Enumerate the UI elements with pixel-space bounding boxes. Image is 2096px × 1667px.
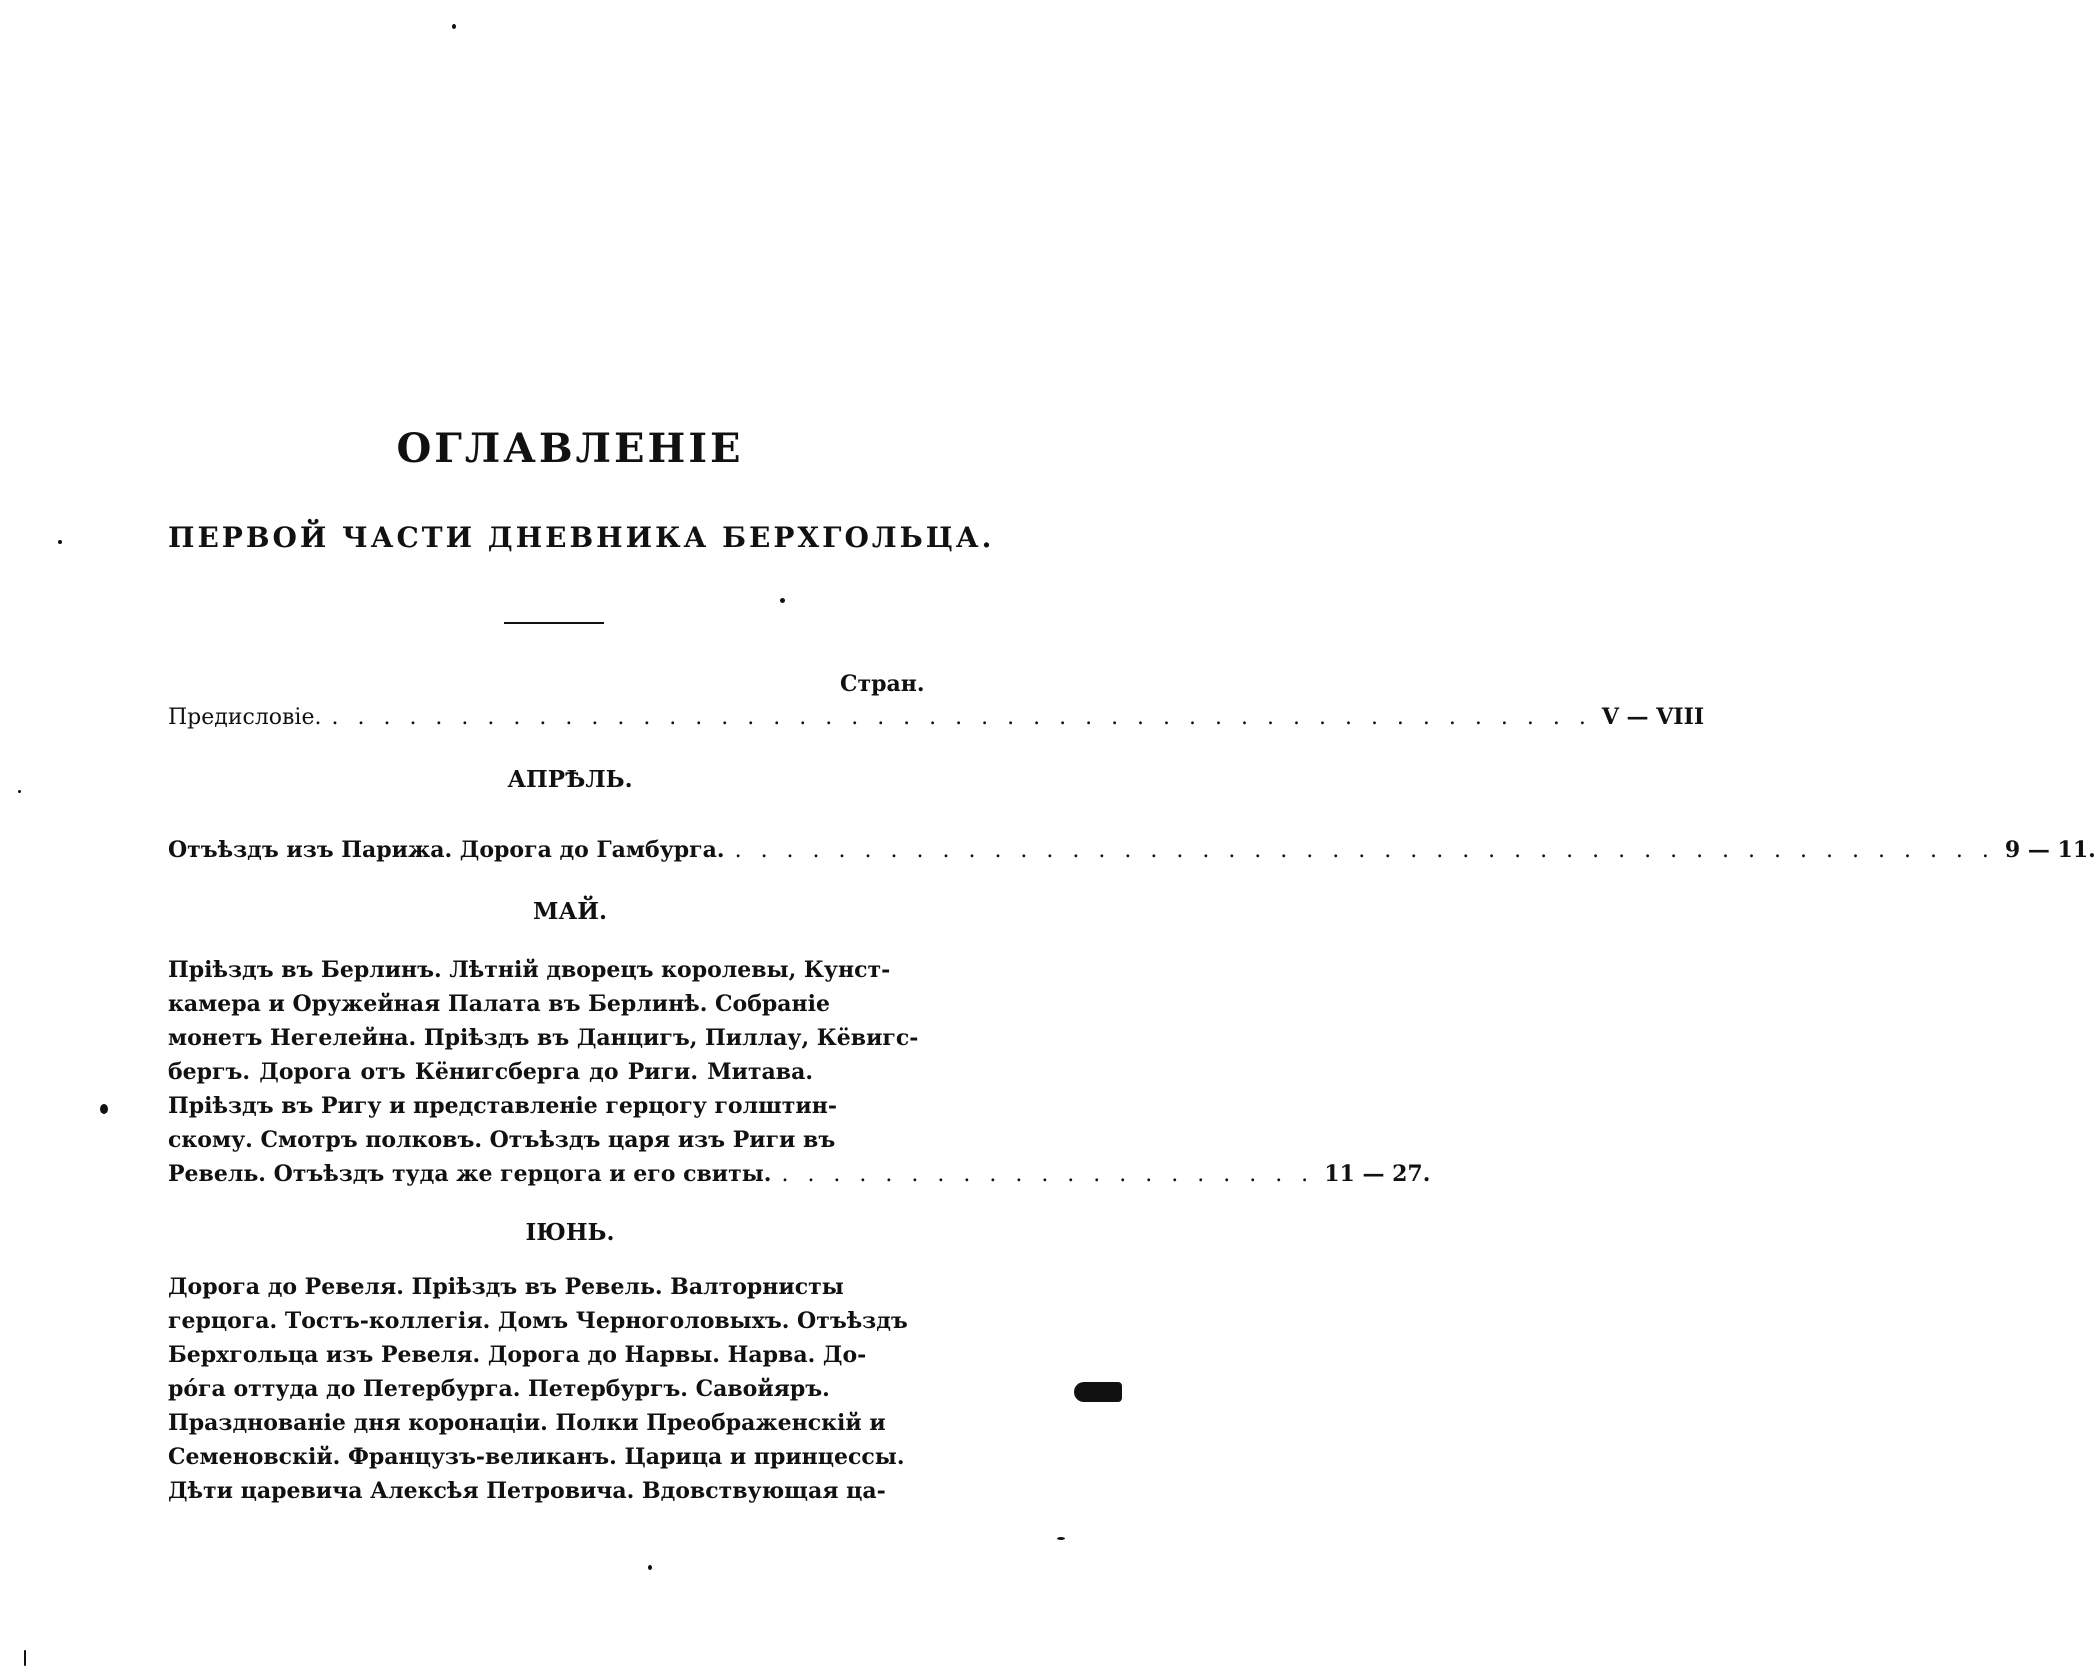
month-heading-may: МАЙ. — [533, 898, 607, 925]
text-line: камера и Оружейная Палата въ Берлинѣ. Собранiе — [168, 991, 830, 1017]
toc-entry-june — [168, 1270, 908, 1508]
page-title: ОГЛАВЛЕНIЕ — [396, 425, 744, 472]
scan-speck — [648, 1565, 652, 1570]
text-line: Прiѣздъ въ Ригу и представленiе герцогу голштин- — [168, 1093, 837, 1119]
month-heading-april: АПРѢЛЬ. — [507, 766, 633, 793]
dot-leader — [781, 1158, 1314, 1192]
scan-blot — [1074, 1382, 1122, 1402]
toc-entry-preface — [168, 700, 1705, 735]
toc-entry-title: Предисловiе. — [168, 705, 322, 730]
text-line: Берхгольца изъ Ревеля. Дорога до Нарвы. Нарва. До- — [168, 1342, 867, 1368]
pages-column-header: Стран. — [840, 671, 925, 697]
title-rule — [504, 622, 604, 624]
dot-leader — [735, 834, 1995, 868]
scan-speck — [780, 598, 785, 603]
scan-speck — [100, 1104, 108, 1114]
toc-entry-last-line — [168, 1157, 1431, 1192]
toc-entry-april — [168, 833, 2096, 868]
toc-entry-pages: 9 — 11. — [2004, 837, 2096, 863]
text-line: герцога. Тостъ-коллегiя. Домъ Черноголовыхъ. Отъѣздъ — [168, 1308, 908, 1334]
text-line: скому. Смотръ полковъ. Отъѣздъ царя изъ Риги въ — [168, 1127, 836, 1153]
scan-speck — [58, 540, 62, 544]
month-heading-june: IЮНЬ. — [525, 1219, 615, 1246]
toc-entry-pages: V — VIII — [1601, 704, 1705, 730]
text-line: рóга оттуда до Петербурга. Петербургъ. Савойяръ. — [168, 1376, 830, 1402]
scan-speck — [18, 790, 21, 793]
toc-entry-may — [168, 953, 1431, 1192]
text-line: бергъ. Дорога отъ Кёнигсберга до Риги. Митава. — [168, 1059, 813, 1085]
scan-speck — [1057, 1537, 1065, 1540]
scan-speck — [452, 24, 456, 29]
text-line: Дорога до Ревеля. Прiѣздъ въ Ревель. Валторнисты — [168, 1274, 844, 1300]
toc-entry-pages: 11 — 27. — [1324, 1161, 1431, 1187]
text-line: Прiѣздъ въ Берлинъ. Лѣтнiй дворецъ королевы, Кунст- — [168, 957, 891, 983]
text-line: Дѣти царевича Алексѣя Петровича. Вдовствующая ца- — [168, 1478, 886, 1504]
text-line: Семеновскiй. Французъ-великанъ. Царица и принцессы. — [168, 1444, 905, 1470]
text-line: монетъ Негелейна. Прiѣздъ въ Данцигъ, Пиллау, Кёвигс- — [168, 1025, 919, 1051]
scan-speck — [24, 1650, 26, 1666]
dot-leader — [331, 701, 1591, 735]
toc-entry-title: Отъѣздъ изъ Парижа. Дорога до Гамбурга. — [168, 837, 725, 863]
page-subtitle: ПЕРВОЙ ЧАСТИ ДНЕВНИКА БЕРХГОЛЬЦА. — [168, 521, 995, 554]
text-line: Ревель. Отъѣздъ туда же герцога и его свиты. — [168, 1161, 772, 1187]
text-line: Празднованiе дня коронацiи. Полки Преображенскiй и — [168, 1410, 886, 1436]
